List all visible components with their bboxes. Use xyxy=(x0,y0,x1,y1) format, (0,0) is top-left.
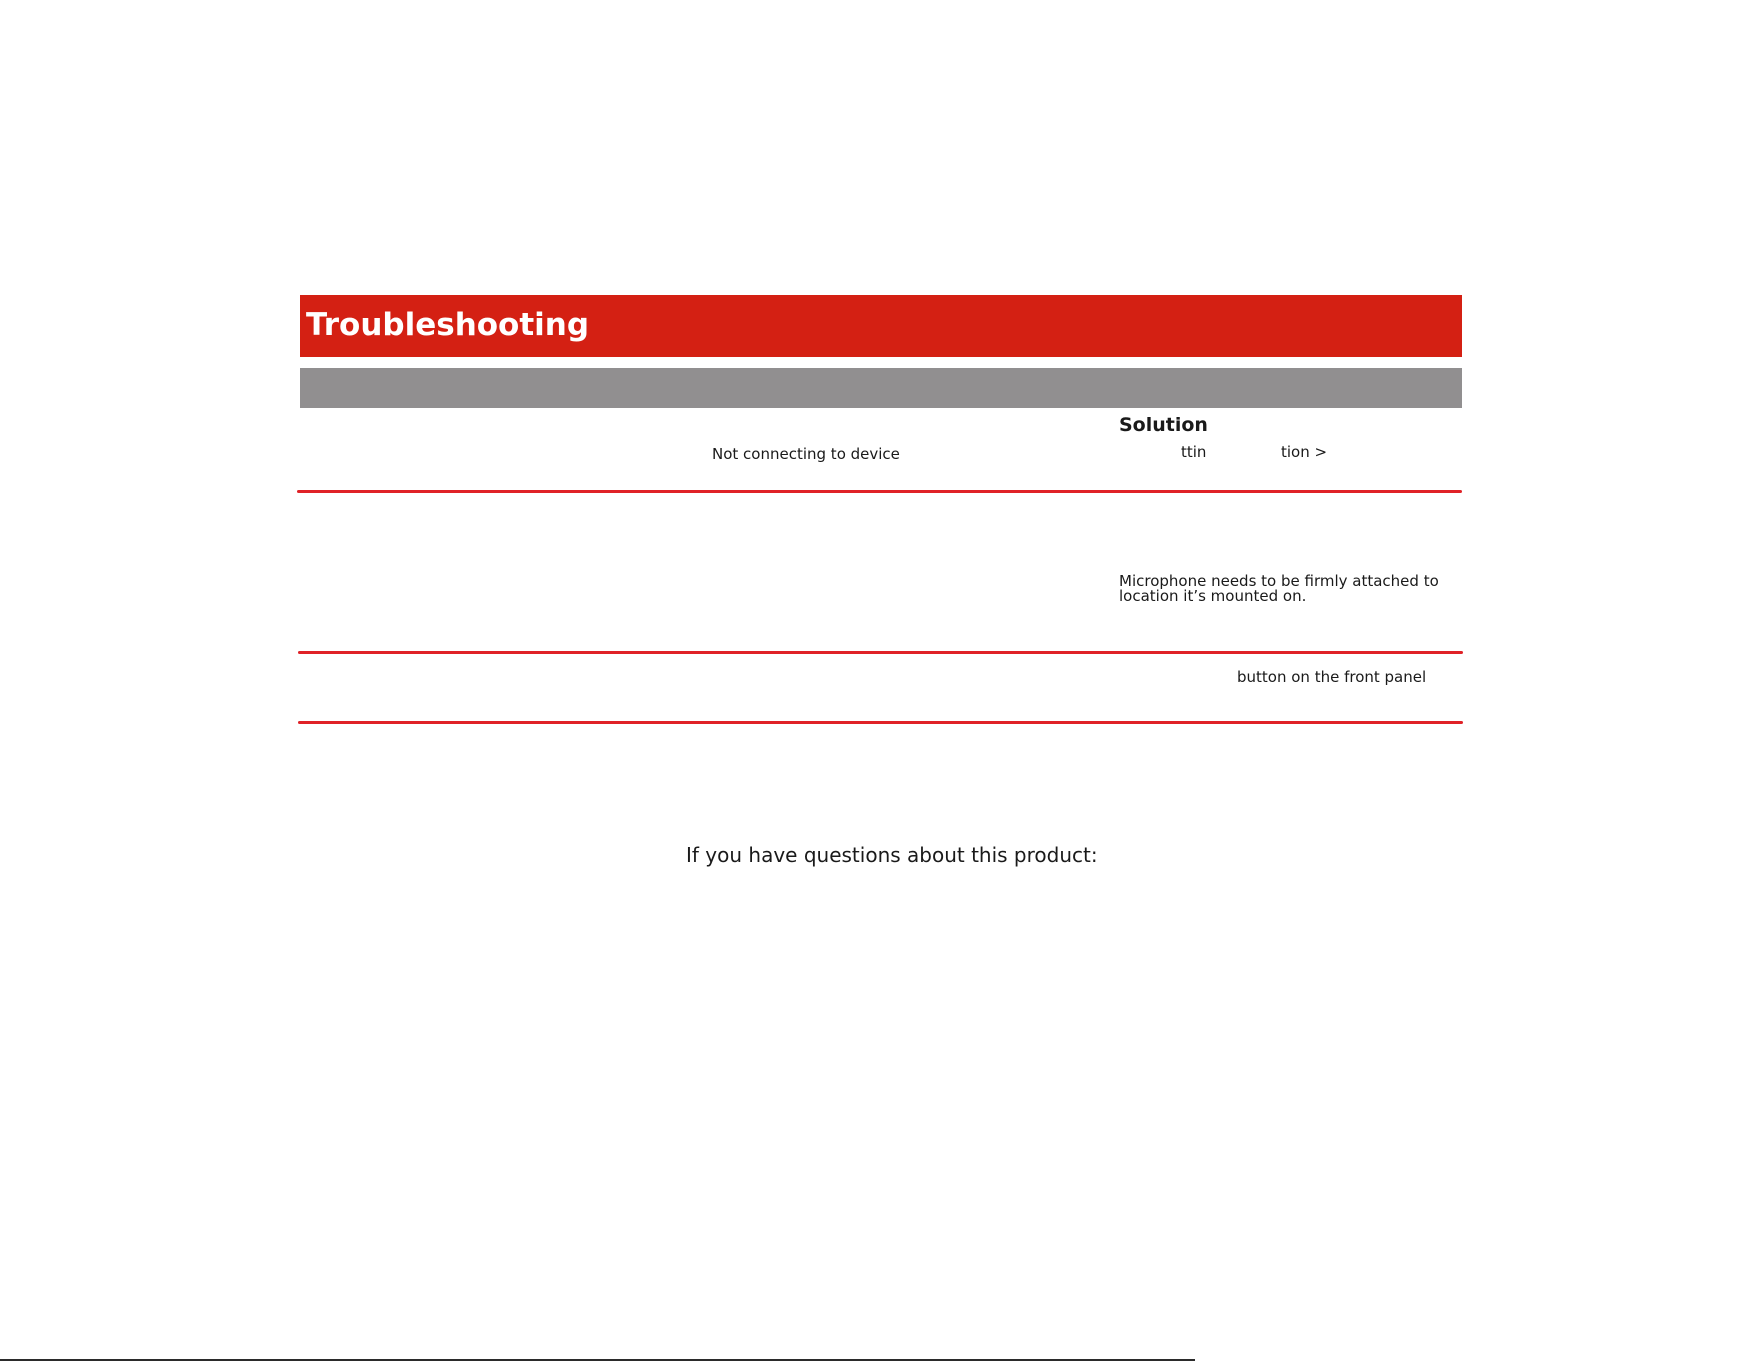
row-divider xyxy=(298,721,1463,724)
solution-column-heading: Solution xyxy=(1119,414,1208,436)
solution-fragment: tion > xyxy=(1281,443,1328,461)
page-title: Troubleshooting xyxy=(306,307,590,343)
solution-cell: Microphone needs to be firmly attached to location it’s mounted on. xyxy=(1119,572,1439,605)
row-divider xyxy=(298,651,1463,654)
solution-cell: button on the front panel xyxy=(1237,668,1427,686)
problem-cell: Not connecting to device xyxy=(712,445,900,463)
row-divider xyxy=(297,490,1462,493)
table-header-bar xyxy=(300,368,1462,408)
solution-fragment: ttin xyxy=(1181,443,1207,461)
questions-prompt: If you have questions about this product: xyxy=(686,843,1098,867)
